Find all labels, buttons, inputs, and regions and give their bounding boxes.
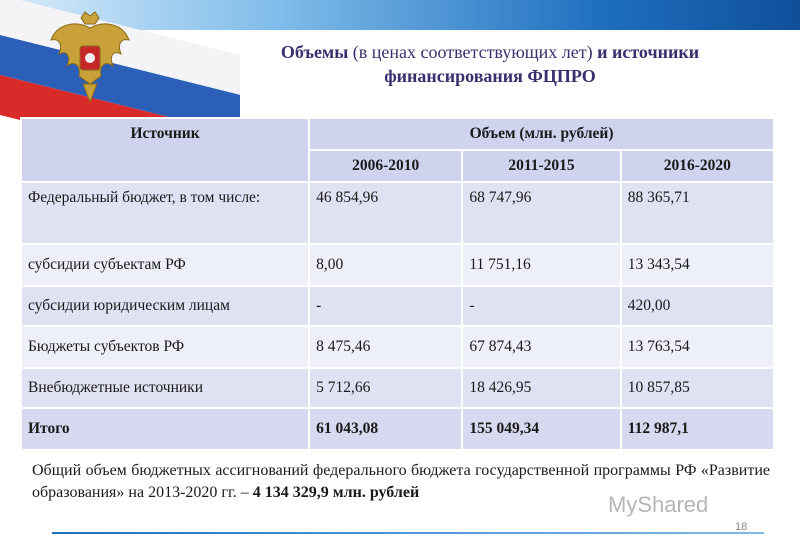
table-row xyxy=(21,286,774,326)
row-value-2016-2020: 420,00 xyxy=(621,286,774,326)
page-number: 18 xyxy=(735,521,748,533)
row-label: Федеральный бюджет, в том числе: xyxy=(21,182,309,244)
slide-title xyxy=(210,40,770,88)
row-value-2016-2020: 13 343,54 xyxy=(621,244,774,286)
footer-divider xyxy=(52,532,764,534)
row-value-2016-2020: 88 365,71 xyxy=(621,182,774,244)
row-value-2011-2015: - xyxy=(462,286,620,326)
title-and-sources: и источники xyxy=(597,42,700,62)
note-amount: 4 134 329,9 млн. рублей xyxy=(252,484,420,501)
row-value-2011-2015: 11 751,16 xyxy=(462,244,620,286)
row-value-2011-2015: 18 426,95 xyxy=(462,368,620,408)
row-label: субсидии субъектам РФ xyxy=(21,244,309,286)
title-word-volumes: Объемы xyxy=(280,42,349,62)
row-value-2006-2010: 5 712,66 xyxy=(309,368,462,408)
watermark-logo: MyShared xyxy=(608,492,709,517)
total-label: Итого xyxy=(21,408,309,450)
table-row xyxy=(21,326,774,368)
header-source: Источник xyxy=(21,118,309,182)
coat-of-arms-icon xyxy=(45,10,135,110)
note-text: Общий объем бюджетных ассигнований федерального бюджета государственной программы РФ «Развитие образования» на 2013-2020 гг. – xyxy=(32,462,770,501)
row-value-2006-2010: - xyxy=(309,286,462,326)
header-year-1: 2006-2010 xyxy=(309,150,462,182)
header-year-2: 2011-2015 xyxy=(462,150,620,182)
title-line-2: финансирования ФЦПРО xyxy=(384,66,596,86)
row-label: субсидии юридическим лицам xyxy=(21,286,309,326)
title-price-note: (в ценах соответствующих лет) xyxy=(348,42,598,62)
row-value-2011-2015: 68 747,96 xyxy=(462,182,620,244)
table-total-row xyxy=(21,408,774,450)
financing-table xyxy=(20,117,775,451)
row-value-2006-2010: 8 475,46 xyxy=(309,326,462,368)
row-value-2011-2015: 67 874,43 xyxy=(462,326,620,368)
table-row xyxy=(21,244,774,286)
row-value-2016-2020: 10 857,85 xyxy=(621,368,774,408)
total-2016-2020: 112 987,1 xyxy=(621,408,774,450)
table-row xyxy=(21,182,774,244)
table-row xyxy=(21,368,774,408)
row-value-2006-2010: 8,00 xyxy=(309,244,462,286)
row-value-2006-2010: 46 854,96 xyxy=(309,182,462,244)
header-volume: Объем (млн. рублей) xyxy=(309,118,774,150)
row-value-2016-2020: 13 763,54 xyxy=(621,326,774,368)
header-year-3: 2016-2020 xyxy=(621,150,774,182)
row-label: Бюджеты субъектов РФ xyxy=(21,326,309,368)
total-2006-2010: 61 043,08 xyxy=(309,408,462,450)
total-2011-2015: 155 049,34 xyxy=(462,408,620,450)
row-label: Внебюджетные источники xyxy=(21,368,309,408)
